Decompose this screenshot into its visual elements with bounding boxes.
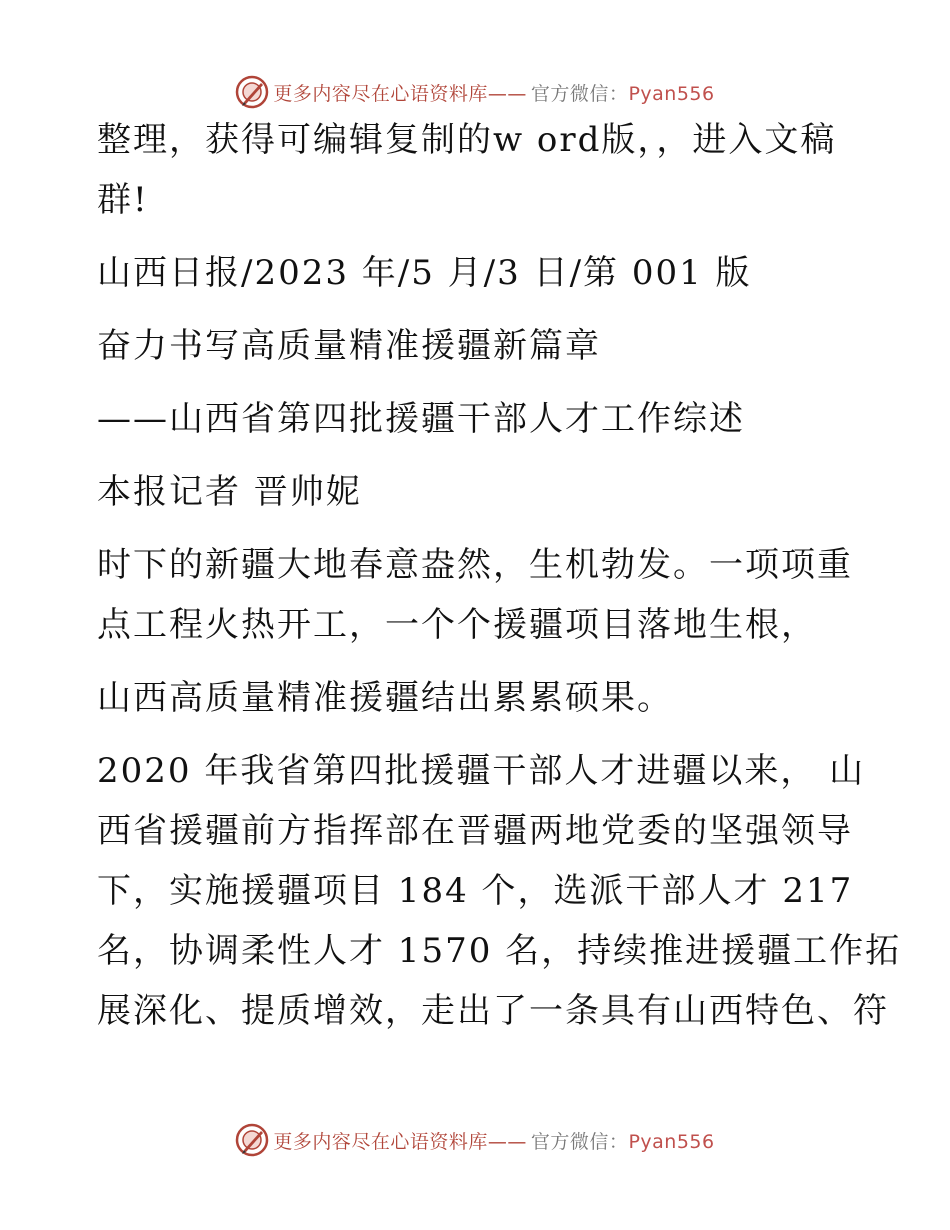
header-banner-text: 更多内容尽在心语资料库—— 官方微信：Pyan556	[273, 82, 715, 105]
paragraph-line: 群!	[97, 180, 149, 220]
paragraph-line: 2020 年我省第四批援疆干部人才进疆以来， 山	[97, 751, 866, 791]
paragraph-line: 展深化、提质增效，走出了一条具有山西特色、符	[97, 991, 889, 1031]
paragraph-line: 下，实施援疆项目 184 个，选派干部人才 217	[97, 871, 854, 911]
article-subtitle: ——山西省第四批援疆干部人才工作综述	[97, 399, 745, 439]
footer-banner-text: 更多内容尽在心语资料库—— 官方微信：Pyan556	[273, 1130, 715, 1153]
footer-banner	[0, 1120, 950, 1160]
paragraph-line: 点工程火热开工，一个个援疆项目落地生根，	[97, 605, 817, 645]
paragraph-line: 时下的新疆大地春意盎然，生机勃发。一项项重	[97, 545, 853, 585]
document-body	[97, 110, 902, 1041]
pen-logo-icon	[235, 75, 269, 109]
byline: 本报记者 晋帅妮	[97, 472, 362, 512]
paragraph-line: 山西高质量精准援疆结出累累硕果。	[97, 678, 673, 718]
pen-logo-icon	[235, 1123, 269, 1157]
article-title: 奋力书写高质量精准援疆新篇章	[97, 326, 601, 366]
paragraph-line: 西省援疆前方指挥部在晋疆两地党委的坚强领导	[97, 811, 853, 851]
paragraph-line: 名，协调柔性人才 1570 名，持续推进援疆工作拓	[97, 931, 902, 971]
source-line: 山西日报/2023 年/5 月/3 日/第 001 版	[97, 253, 752, 293]
header-banner	[0, 72, 950, 112]
paragraph-line: 整理，获得可编辑复制的w ord版，，进入文稿	[97, 120, 837, 160]
